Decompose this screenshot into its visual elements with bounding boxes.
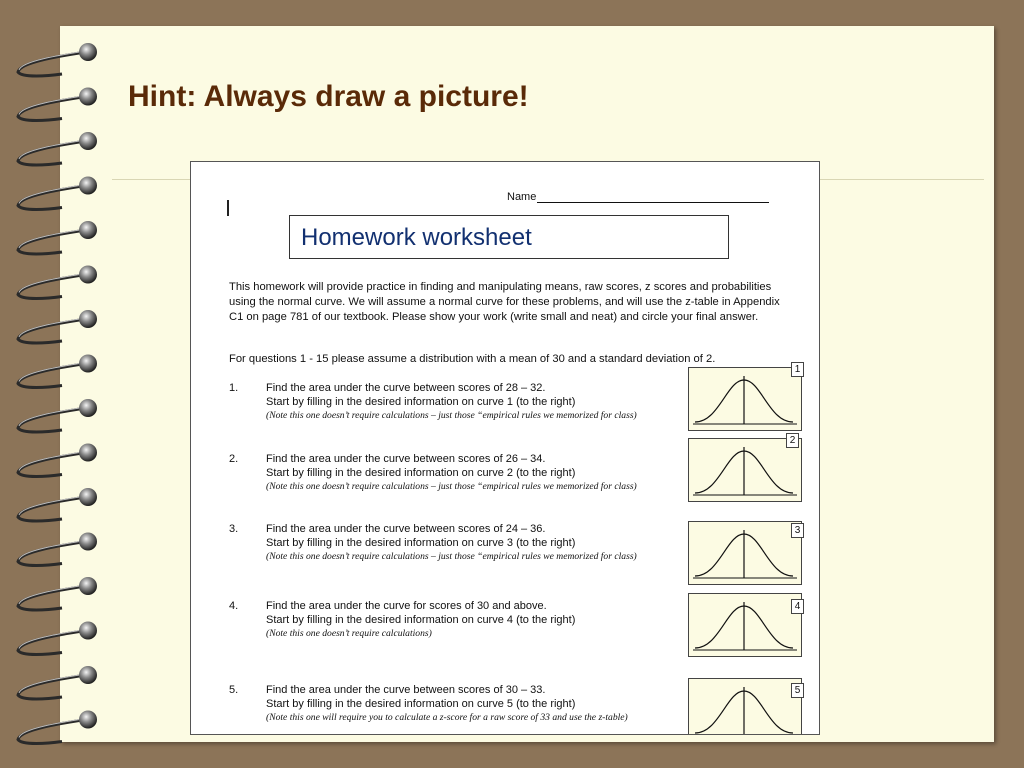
- spiral-coil-wire: [18, 408, 86, 432]
- normal-curve-icon: [688, 593, 802, 657]
- question-number: 3.: [229, 523, 239, 535]
- worksheet-header-box: Homework worksheet: [289, 215, 729, 259]
- spiral-ring: [79, 399, 97, 417]
- question-line-2: Start by filling in the desired information on curve 4 (to the right): [266, 614, 576, 626]
- spiral-ring: [79, 711, 97, 729]
- spiral-coil-wire: [18, 720, 86, 744]
- spiral-coil-wire: [18, 631, 86, 655]
- normal-curve-icon: [688, 438, 802, 502]
- text-cursor-mark: [227, 200, 229, 216]
- spiral-ring: [79, 666, 97, 684]
- spiral-ring: [79, 221, 97, 239]
- question-line-1: Find the area under the curve between scores of 30 – 33.: [266, 684, 546, 696]
- curve-number-label: 5: [791, 683, 804, 698]
- spiral-ring: [79, 444, 97, 462]
- normal-curve-icon: [688, 521, 802, 585]
- question-number: 4.: [229, 600, 239, 612]
- name-line: [537, 192, 769, 203]
- spiral-coil-wire: [18, 141, 86, 165]
- spiral-coil-wire: [18, 275, 86, 299]
- spiral-coil-wire: [18, 97, 86, 121]
- intro-paragraph: This homework will provide practice in finding and manipulating means, raw scores, z scores and probabilities using the normal curve. We will assume a normal curve for these problems, and will use the z-table in Appendix C1 on page 781 of our textbook. Please show your work (write small and neat) and circle your final answer.: [229, 281, 780, 323]
- question-line-2: Start by filling in the desired information on curve 3 (to the right): [266, 537, 576, 549]
- spiral-binding-icon: [0, 0, 110, 768]
- name-field: [507, 191, 769, 203]
- spiral-coil-wire: [18, 542, 86, 566]
- instructions-paragraph: For questions 1 - 15 please assume a distribution with a mean of 30 and a standard deviation of 2.: [229, 353, 716, 365]
- curve-number-label: 3: [791, 523, 804, 538]
- worksheet-image: [190, 161, 820, 735]
- spiral-ring: [79, 88, 97, 106]
- spiral-coil-wire: [18, 675, 86, 699]
- spiral-ring: [79, 310, 97, 328]
- question-line-1: Find the area under the curve between scores of 28 – 32.: [266, 382, 546, 394]
- spiral-ring: [79, 577, 97, 595]
- spiral-ring: [79, 355, 97, 373]
- question-line-2: Start by filling in the desired information on curve 2 (to the right): [266, 467, 576, 479]
- name-label: Name: [507, 191, 537, 203]
- question-number: 2.: [229, 453, 239, 465]
- question-number: 5.: [229, 684, 239, 696]
- curve-number-label: 4: [791, 599, 804, 614]
- spiral-coil-wire: [18, 230, 86, 254]
- spiral-coil-wire: [18, 186, 86, 210]
- spiral-coil-wire: [18, 497, 86, 521]
- spiral-coil-wire: [18, 52, 86, 76]
- normal-curve-icon: [688, 678, 802, 735]
- spiral-ring: [79, 132, 97, 150]
- question-line-1: Find the area under the curve between scores of 26 – 34.: [266, 453, 546, 465]
- question-note: (Note this one doesn’t require calculations – just those “empirical rules we memorized for class): [266, 410, 637, 421]
- spiral-ring: [79, 533, 97, 551]
- spiral-ring: [79, 177, 97, 195]
- question-line-1: Find the area under the curve for scores of 30 and above.: [266, 600, 547, 612]
- question-note: (Note this one doesn’t require calculations): [266, 628, 432, 639]
- curve-number-label: 2: [786, 433, 799, 448]
- spiral-ring: [79, 43, 97, 61]
- spiral-coil-wire: [18, 586, 86, 610]
- question-number: 1.: [229, 382, 239, 394]
- spiral-ring: [79, 266, 97, 284]
- question-note: (Note this one doesn’t require calculations – just those “empirical rules we memorized for class): [266, 551, 637, 562]
- normal-curve-icon: [688, 367, 802, 431]
- question-note: (Note this one doesn’t require calculations – just those “empirical rules we memorized for class): [266, 481, 637, 492]
- slide-title: Hint: Always draw a picture!: [128, 80, 529, 113]
- spiral-coil-wire: [18, 453, 86, 477]
- question-line-2: Start by filling in the desired information on curve 5 (to the right): [266, 698, 576, 710]
- spiral-ring: [79, 488, 97, 506]
- question-line-2: Start by filling in the desired information on curve 1 (to the right): [266, 396, 576, 408]
- spiral-coil-wire: [18, 319, 86, 343]
- question-note: (Note this one will require you to calculate a z-score for a raw score of 33 and use the z-table): [266, 712, 628, 723]
- question-line-1: Find the area under the curve between scores of 24 – 36.: [266, 523, 546, 535]
- curve-number-label: 1: [791, 362, 804, 377]
- spiral-ring: [79, 622, 97, 640]
- spiral-coil-wire: [18, 364, 86, 388]
